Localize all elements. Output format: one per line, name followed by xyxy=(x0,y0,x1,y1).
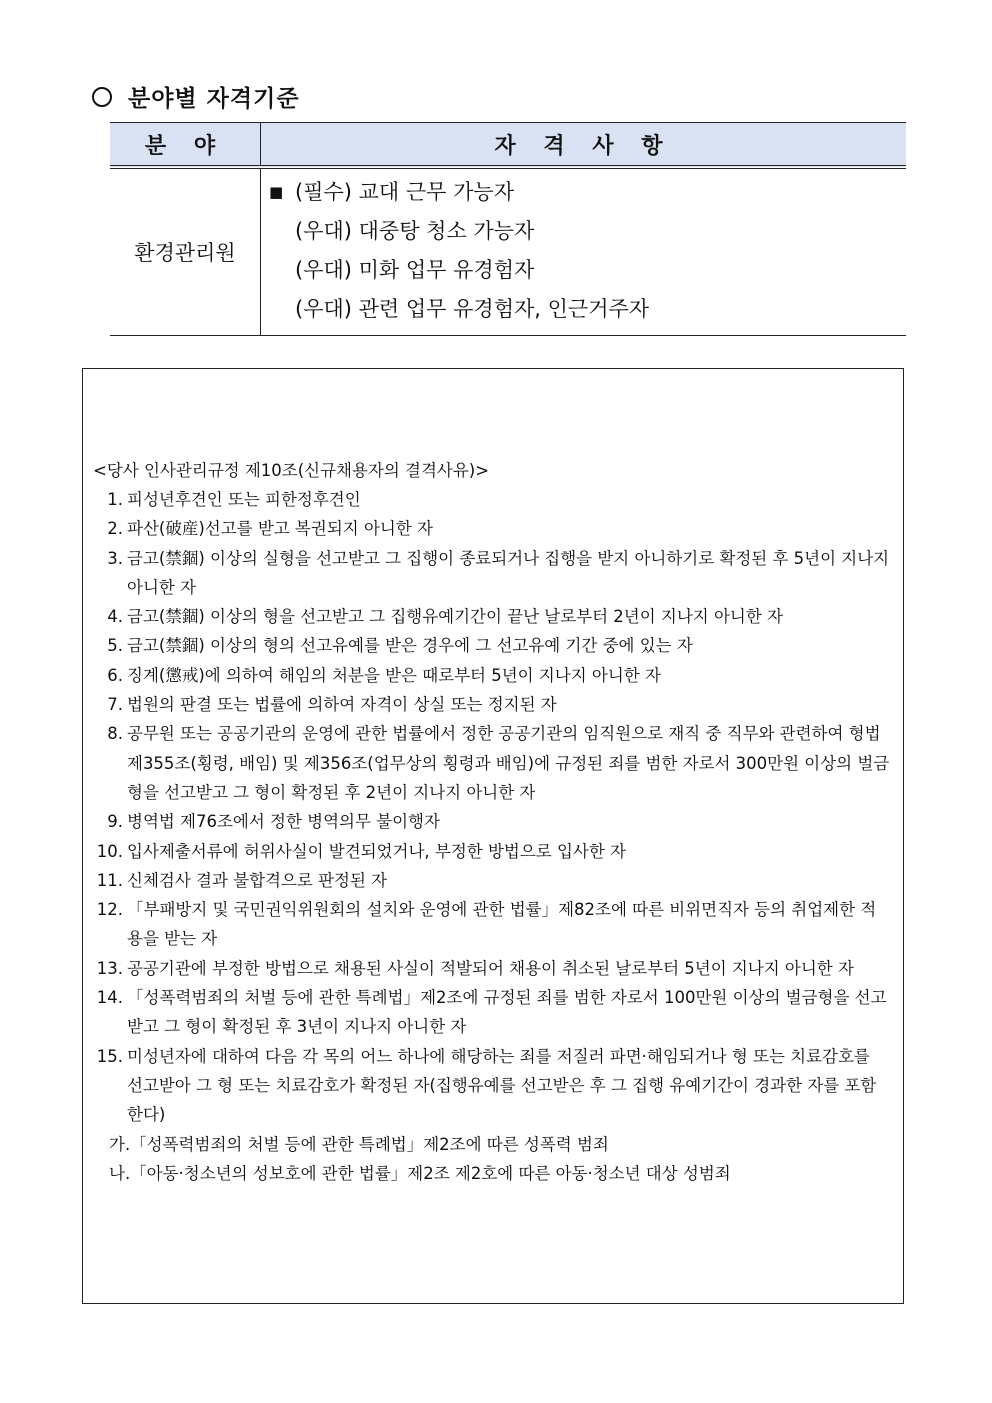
item-number: 11. xyxy=(96,870,123,890)
item-number: 15. xyxy=(96,1046,123,1066)
item-text: 금고(禁錮) 이상의 형을 선고받고 그 집행유예기간이 끝난 날로부터 2년이 지나지 아니한 자 xyxy=(127,607,783,627)
list-item xyxy=(83,1042,905,1130)
list-item xyxy=(83,983,905,1042)
item-text: 피성년후견인 또는 피한정후견인 xyxy=(127,490,361,509)
requirement-item: ■ (필수) 교대 근무 가능자 xyxy=(269,173,906,212)
disqualification-list xyxy=(83,485,905,1188)
header-requirements: 자 격 사 항 xyxy=(261,123,907,168)
item-number: 9. xyxy=(107,812,123,832)
item-number: 4. xyxy=(107,607,123,627)
list-item xyxy=(83,485,905,514)
item-text: 파산(破産)선고를 받고 복권되지 아니한 자 xyxy=(127,519,433,539)
item-text: 공공기관에 부정한 방법으로 채용된 사실이 적발되어 채용이 취소된 날로부터 5년이 지나지 아니한 자 xyxy=(127,958,854,978)
item-text: 공무원 또는 공공기관의 운영에 관한 법률에서 정한 공공기관의 임직원으로 재직 중 직무와 관련하여 형법 제355조(횡령, 배임) 및 제356조(업무상의 횡령과 배임)에 규정된 죄를 범한 자로서 300만원 이상의 벌금형을 선고받고 그 형이 확정된 후 2년이 지나지 아니한 자 xyxy=(127,724,890,802)
item-number: 7. xyxy=(107,695,123,715)
item-text: 신체검사 결과 불합격으로 판정된 자 xyxy=(127,870,388,890)
table-header-row xyxy=(110,123,906,168)
item-text: 금고(禁錮) 이상의 실형을 선고받고 그 집행이 종료되거나 집행을 받지 아니하기로 확정된 후 5년이 지나지 아니한 자 xyxy=(127,548,890,597)
requirement-item: (우대) 대중탕 청소 가능자 xyxy=(295,219,535,243)
list-item xyxy=(83,837,905,866)
list-item xyxy=(83,807,905,836)
section-title: 분야별 자격기준 xyxy=(128,85,300,112)
requirements-cell xyxy=(261,167,907,336)
section-heading xyxy=(92,80,300,113)
item-number: 13. xyxy=(96,958,123,978)
regulation-title: <당사 인사관리규정 제10조(신규채용자의 결격사유)> xyxy=(93,461,490,480)
item-number: 12. xyxy=(96,900,123,920)
item-text: 「부패방지 및 국민권익위원회의 설치와 운영에 관한 법률」제82조에 따른 비위면직자 등의 취업제한 적용을 받는 자 xyxy=(127,900,877,949)
list-item xyxy=(83,895,905,954)
table-row xyxy=(110,167,906,336)
field-name: 환경관리원 xyxy=(110,167,261,336)
item-text: 법원의 판결 또는 법률에 의하여 자격이 상실 또는 정지된 자 xyxy=(127,695,557,715)
list-item xyxy=(83,514,905,543)
list-item xyxy=(83,866,905,895)
item-text: 입사제출서류에 허위사실이 발견되었거나, 부정한 방법으로 입사한 자 xyxy=(127,841,626,861)
item-text: 「성폭력범죄의 처벌 등에 관한 특례법」제2조에 규정된 죄를 범한 자로서 100만원 이상의 벌금형을 선고받고 그 형이 확정된 후 3년이 지나지 아니한 자 xyxy=(127,988,887,1037)
item-number: 10. xyxy=(96,841,123,861)
item-number: 8. xyxy=(107,724,123,744)
sub-item: 나.「아동·청소년의 성보호에 관한 법률」제2조 제2호에 따른 아동·청소년 대상 성범죄 xyxy=(109,1163,731,1183)
item-text: 병역법 제76조에서 정한 병역의무 불이행자 xyxy=(127,812,440,832)
item-number: 3. xyxy=(107,548,123,568)
item-text: 징계(懲戒)에 의하여 해임의 처분을 받은 때로부터 5년이 지나지 아니한 자 xyxy=(127,665,661,685)
item-number: 1. xyxy=(107,490,123,509)
item-number: 14. xyxy=(96,988,123,1008)
requirement-item: (우대) 관련 업무 유경험자, 인근거주자 xyxy=(295,297,650,321)
qualification-table xyxy=(110,122,906,336)
sub-item: 가.「성폭력범죄의 처벌 등에 관한 특례법」제2조에 따른 성폭력 범죄 xyxy=(109,1134,609,1154)
list-item xyxy=(83,690,905,719)
item-text: 금고(禁錮) 이상의 형의 선고유예를 받은 경우에 그 선고유예 기간 중에 있는 자 xyxy=(127,636,693,656)
square-bullet-icon: ■ xyxy=(269,183,284,201)
item-number: 5. xyxy=(107,636,123,656)
item-number: 2. xyxy=(107,519,123,539)
list-item xyxy=(83,631,905,660)
item-number: 6. xyxy=(107,665,123,685)
list-item xyxy=(83,544,905,603)
list-item xyxy=(83,602,905,631)
header-field: 분 야 xyxy=(110,123,261,168)
list-item xyxy=(83,954,905,983)
circle-icon xyxy=(92,87,112,107)
list-item xyxy=(83,719,905,807)
requirement-item: (우대) 미화 업무 유경험자 xyxy=(295,258,535,282)
item-text: 미성년자에 대하여 다음 각 목의 어느 하나에 해당하는 죄를 저질러 파면·해임되거나 형 또는 치료감호를 선고받아 그 형 또는 치료감호가 확정된 자(집행유예를 선고받은 후 그 집행 유예기간이 경과한 자를 포함한다) xyxy=(127,1046,877,1125)
list-item xyxy=(83,661,905,690)
disqualification-box xyxy=(82,368,904,1304)
